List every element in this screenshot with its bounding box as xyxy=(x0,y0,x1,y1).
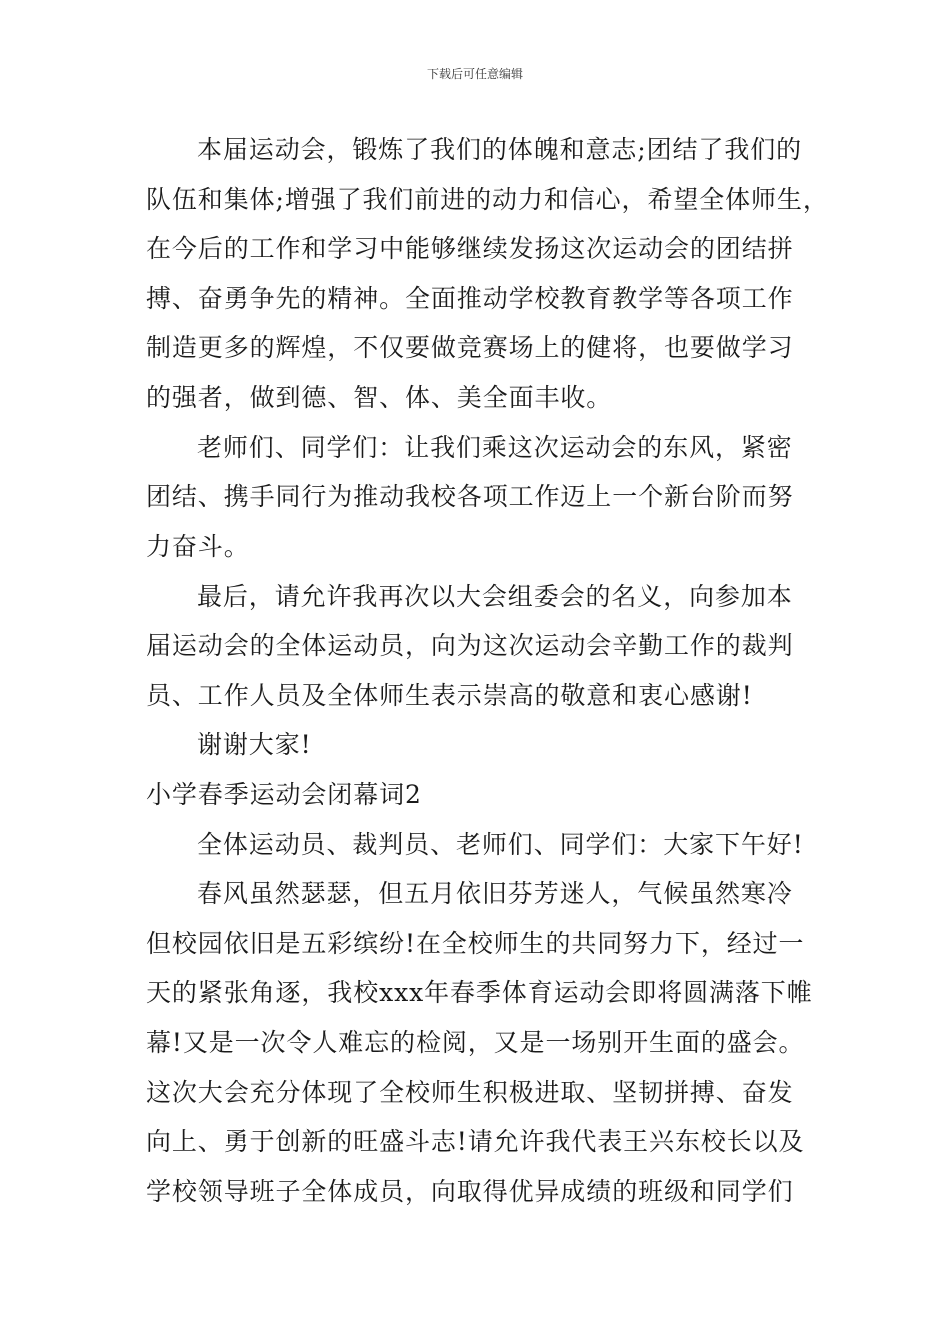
paragraph-2-line-2: 团结、携手同行为推动我校各项工作迈上一个新台阶而努 xyxy=(146,482,794,511)
paragraph-1-line-4: 搏、奋勇争先的精神。全面推动学校教育教学等各项工作 xyxy=(146,284,794,313)
paragraph-1-line-1: 本届运动会，锻炼了我们的体魄和意志;团结了我们的 xyxy=(197,135,803,164)
paragraph-4-line-7: 学校领导班子全体成员，向取得优异成绩的班级和同学们 xyxy=(146,1177,794,1206)
paragraph-4-line-2: 但校园依旧是五彩缤纷!在全校师生的共同努力下，经过一 xyxy=(146,929,805,958)
greeting-line: 全体运动员、裁判员、老师们、同学们：大家下午好! xyxy=(197,830,804,859)
paragraph-3-line-2: 届运动会的全体运动员，向为这次运动会辛勤工作的裁判 xyxy=(146,631,794,660)
paragraph-1-line-2: 队伍和集体;增强了我们前进的动力和信心，希望全体师生， xyxy=(146,185,829,214)
page-header-note: 下载后可任意编辑 xyxy=(426,67,523,81)
paragraph-1-line-3: 在今后的工作和学习中能够继续发扬这次运动会的团结拼 xyxy=(146,234,794,263)
section-title: 小学春季运动会闭幕词2 xyxy=(146,780,422,809)
paragraph-4-line-6: 向上、勇于创新的旺盛斗志!请允许我代表王兴东校长以及 xyxy=(146,1127,805,1156)
paragraph-4-line-3: 天的紧张角逐，我校xxx年春季体育运动会即将圆满落下帷 xyxy=(146,978,813,1007)
closing-thanks: 谢谢大家! xyxy=(197,730,312,759)
paragraph-4-line-1: 春风虽然瑟瑟，但五月依旧芬芳迷人，气候虽然寒冷 xyxy=(197,879,793,908)
paragraph-2-line-3: 力奋斗。 xyxy=(146,532,250,561)
paragraph-4-line-4: 幕!又是一次令人难忘的检阅，又是一场别开生面的盛会。 xyxy=(146,1028,805,1057)
paragraph-3-line-1: 最后，请允许我再次以大会组委会的名义，向参加本 xyxy=(197,582,793,611)
paragraph-1-line-5: 制造更多的辉煌，不仅要做竞赛场上的健将，也要做学习 xyxy=(146,333,794,362)
paragraph-2-line-1: 老师们、同学们：让我们乘这次运动会的东风，紧密 xyxy=(197,433,793,462)
paragraph-4-line-5: 这次大会充分体现了全校师生积极进取、坚韧拼搏、奋发 xyxy=(146,1078,794,1107)
paragraph-1-line-6: 的强者，做到德、智、体、美全面丰收。 xyxy=(146,383,613,412)
paragraph-3-line-3: 员、工作人员及全体师生表示崇高的敬意和衷心感谢! xyxy=(146,681,753,710)
